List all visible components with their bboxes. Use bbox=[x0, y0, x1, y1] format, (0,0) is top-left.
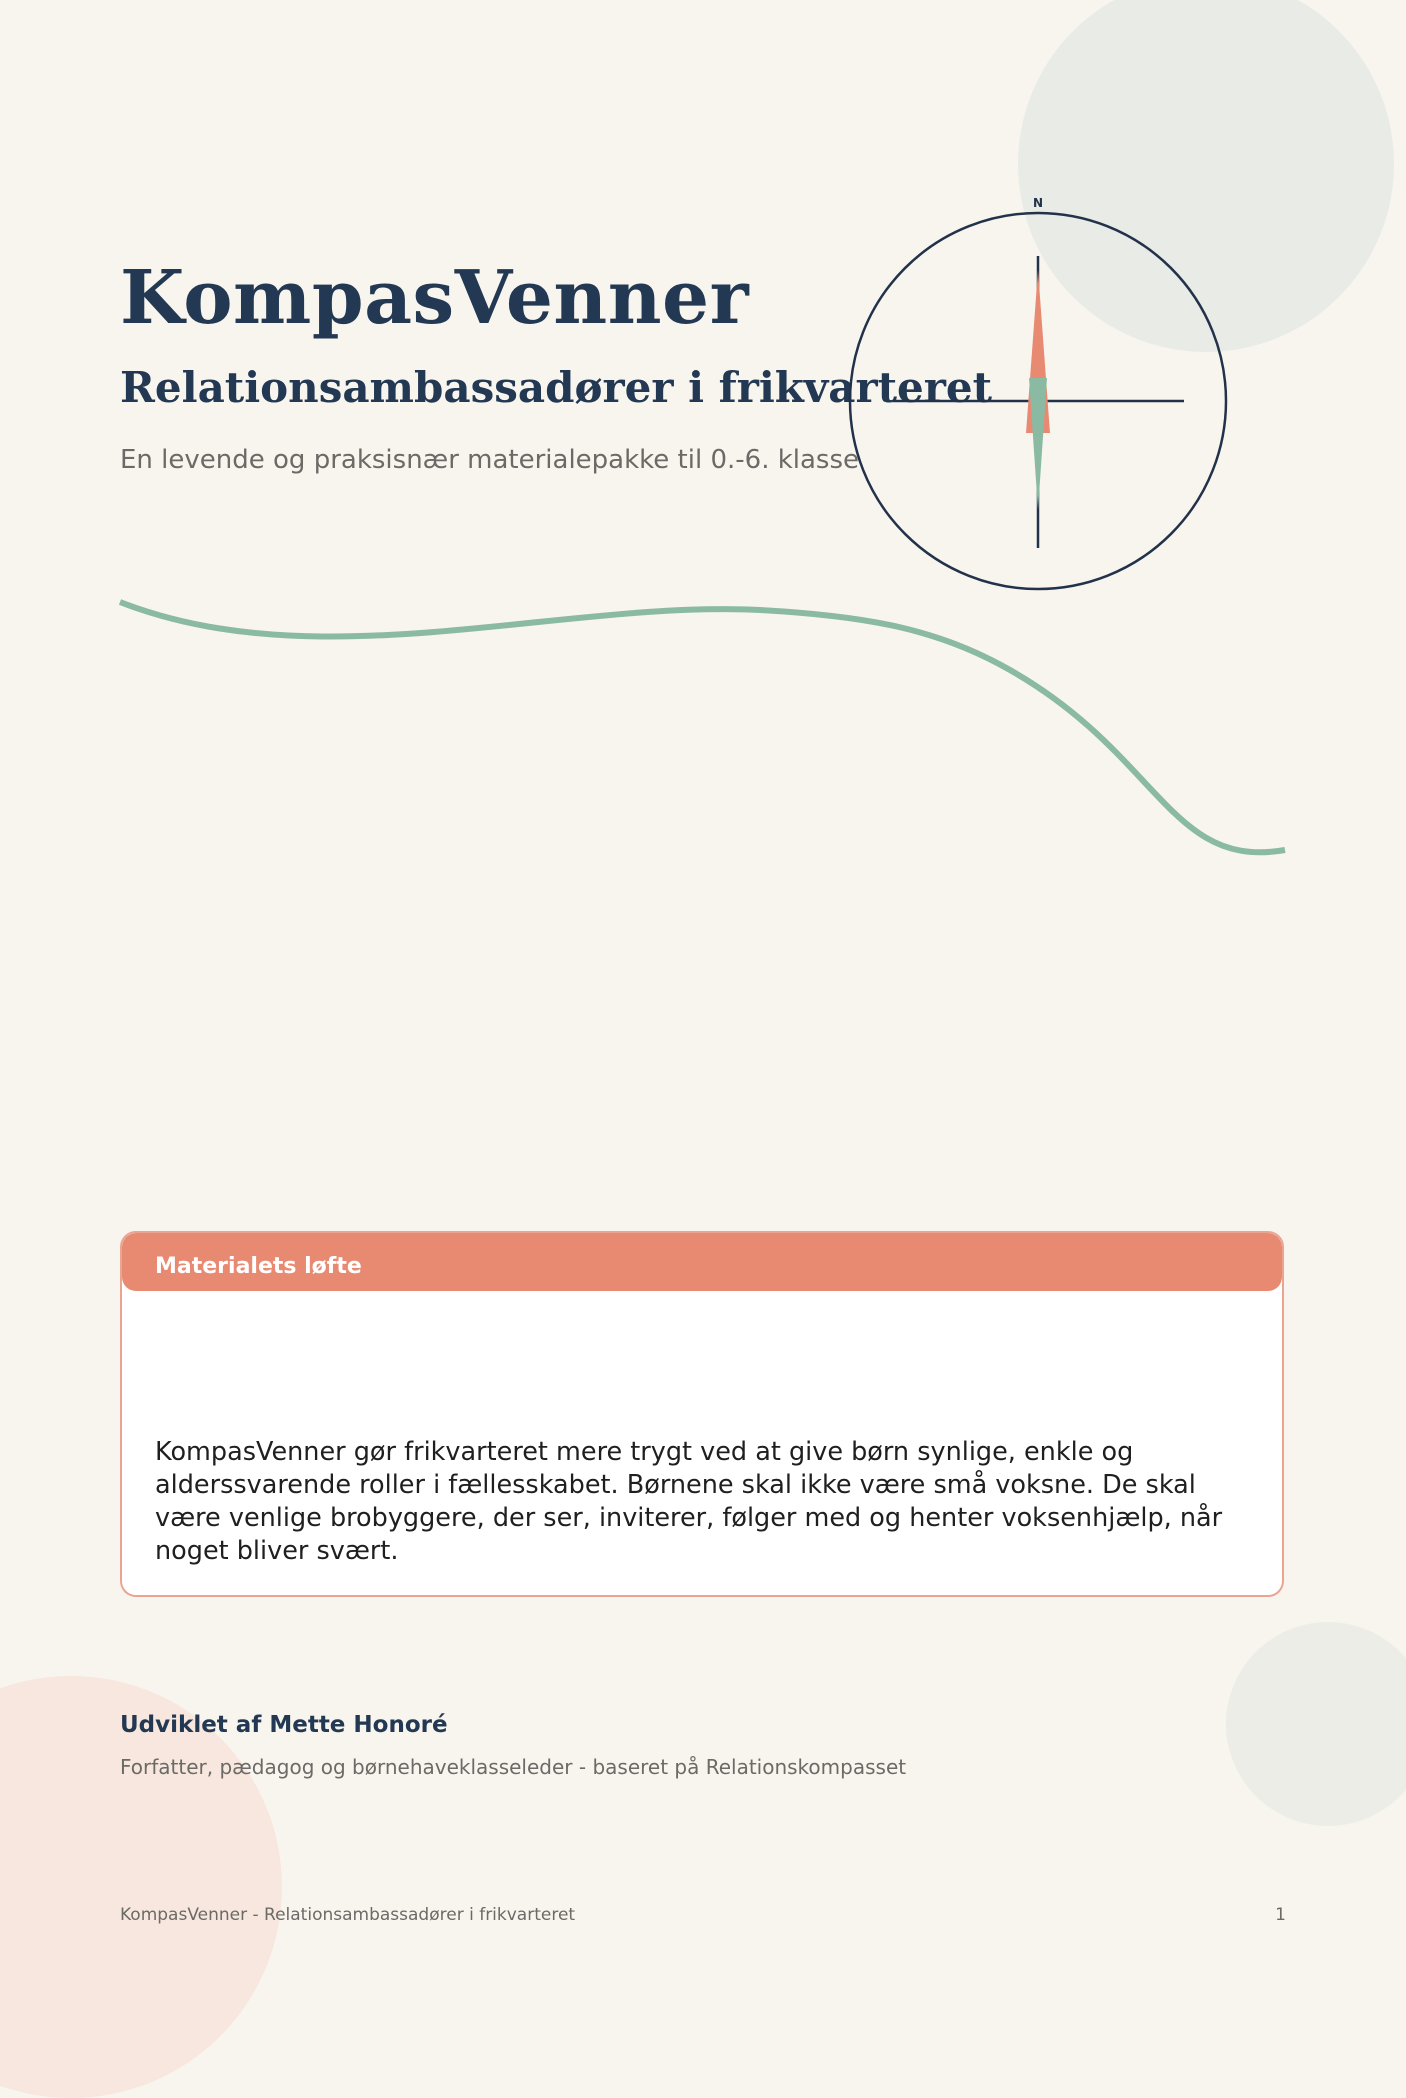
author-name: Udviklet af Mette Honoré bbox=[120, 1712, 448, 1738]
document-tagline: En levende og praksisnær materialepakke til 0.-6. klasse bbox=[120, 445, 860, 475]
compass-south-needle bbox=[1029, 378, 1047, 510]
promise-card-heading: Materialets løfte bbox=[122, 1233, 1282, 1291]
compass-icon bbox=[845, 190, 1230, 600]
document-title: KompasVenner bbox=[120, 255, 750, 341]
page-number: 1 bbox=[1275, 1905, 1286, 1925]
promise-card bbox=[120, 1231, 1284, 1597]
wave-line bbox=[120, 602, 1285, 852]
footer-title: KompasVenner - Relationsambassadører i frikvarteret bbox=[120, 1905, 576, 1925]
decorative-circle-bottom-right bbox=[1226, 1622, 1406, 1826]
document-subtitle: Relationsambassadører i frikvarteret bbox=[120, 363, 993, 412]
compass-north-label: N bbox=[1032, 196, 1044, 210]
author-role: Forfatter, pædagog og børnehaveklasseleder - baseret på Relationskompasset bbox=[120, 1755, 907, 1779]
promise-card-body: KompasVenner gør frikvarteret mere trygt ved at give børn synlige, enkle og alderssvarende roller i fællesskabet. Børnene skal ikke være små voksne. De skal være venlige brobyggere, der ser, inviterer, følger med og henter voksenhjælp, når noget bliver svært. bbox=[155, 1437, 1223, 1566]
